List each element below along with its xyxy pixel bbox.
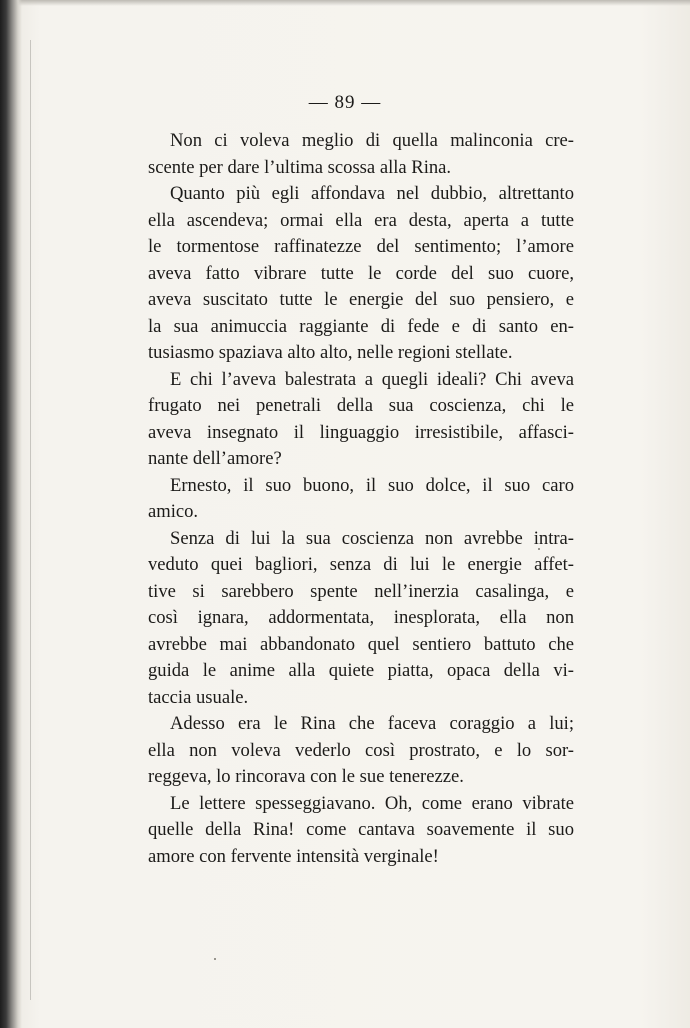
text-line: amico.: [148, 501, 199, 522]
text-line: così ignara, addormentata, inesplorata, ella non: [148, 607, 574, 628]
text-line: amore con fervente intensità verginale!: [148, 845, 439, 867]
paper-speck: [538, 548, 540, 550]
gutter-line: [30, 40, 31, 1000]
text-line: scente per dare l’ultima scossa alla Rina.: [148, 156, 452, 178]
text-line: reggeva, lo rincorava con le sue tenerezze.: [148, 766, 464, 787]
text-line: nante dell’amore?: [148, 448, 282, 469]
text-line: Non ci voleva meglio di quella malinconia cre-: [170, 130, 574, 151]
paper-speck: [214, 958, 216, 960]
text-line: Ernesto, il suo buono, il suo dolce, il suo caro: [170, 474, 574, 496]
text-line: ella non voleva vederlo così prostrato, e lo sor-: [148, 739, 574, 761]
text-line: ella ascendeva; ormai ella era desta, aperta a tutte: [148, 209, 574, 231]
page-top-edge: [0, 0, 690, 6]
text-line: quelle della Rina! come cantava soavemente il suo: [148, 819, 574, 840]
text-line: E chi l’aveva balestrata a quegli ideali? Chi aveva: [170, 368, 574, 390]
page-number: — 89 —: [308, 92, 382, 113]
text-line: aveva fatto vibrare tutte le corde del suo cuore,: [148, 262, 574, 284]
text-line: tive si sarebbero spente nell’inerzia casalinga, e: [148, 580, 574, 602]
text-line: veduto quei bagliori, senza di lui le energie affet-: [148, 554, 574, 575]
text-line: aveva insegnato il linguaggio irresistibile, affasci-: [148, 421, 574, 443]
text-line: Quanto più egli affondava nel dubbio, altrettanto: [170, 183, 574, 204]
book-spine-shadow: [0, 0, 22, 1028]
text-line: Adesso era le Rina che faceva coraggio a lui;: [170, 713, 574, 734]
body-text: [148, 128, 574, 870]
text-line: la sua animuccia raggiante di fede e di santo en-: [148, 315, 574, 337]
text-line: Le lettere spesseggiavano. Oh, come erano vibrate: [170, 792, 574, 814]
text-line: le tormentose raffinatezze del sentimento; l’amore: [148, 236, 574, 257]
text-line: guida le anime alla quiete piatta, opaca della vi-: [148, 660, 574, 681]
text-line: frugato nei penetrali della sua coscienza, chi le: [148, 395, 574, 416]
text-line: aveva suscitato tutte le energie del suo pensiero, e: [148, 289, 574, 310]
text-line: taccia usuale.: [148, 686, 249, 708]
text-line: avrebbe mai abbandonato quel sentiero battuto che: [148, 633, 574, 655]
text-line: tusiasmo spaziava alto alto, nelle regioni stellate.: [148, 342, 513, 363]
text-line: Senza di lui la sua coscienza non avrebbe intra-: [170, 527, 574, 549]
